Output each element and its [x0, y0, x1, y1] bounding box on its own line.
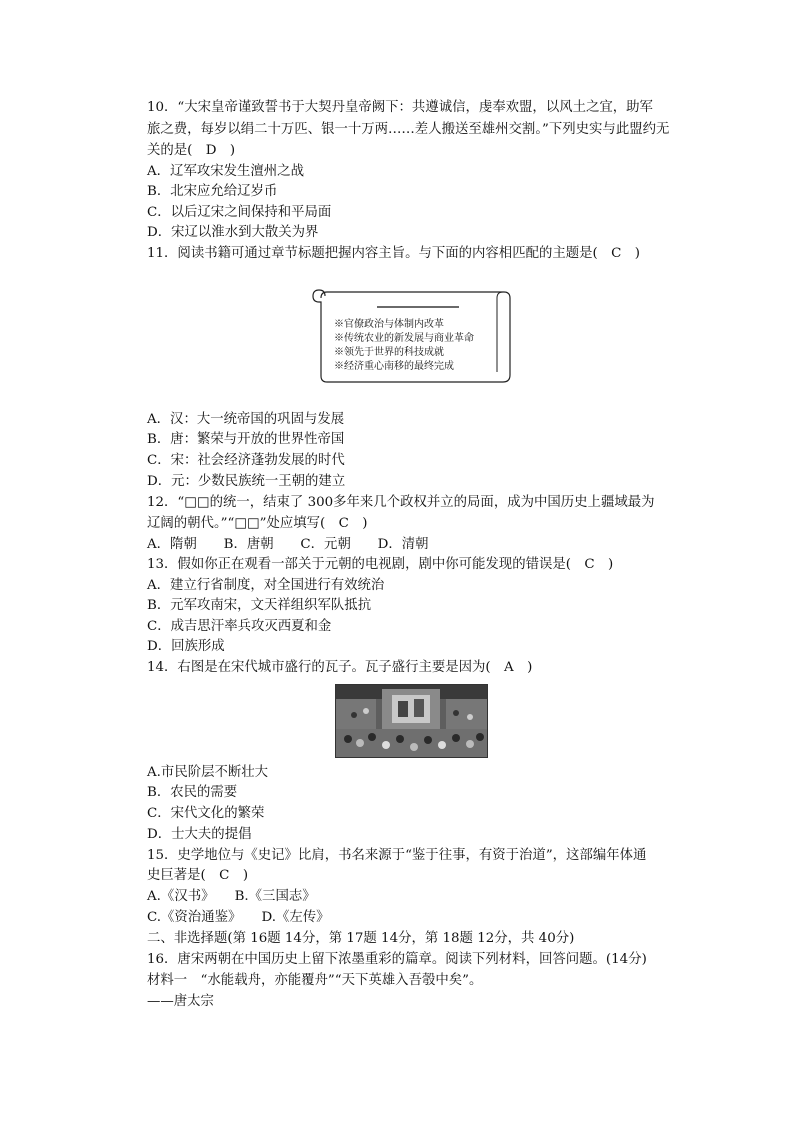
q15-options-row-2: C.《资治通鉴》 D.《左传》 — [147, 910, 330, 925]
q13-option-c: C．成吉思汗率兵攻灭西夏和金 — [147, 619, 332, 634]
q11-option-a: A．汉：大一统帝国的巩固与发展 — [147, 412, 345, 427]
scroll-item: ※官僚政治与体制内改革 — [334, 319, 444, 330]
q10-line-1: 10．“大宋皇帝谨致誓书于大契丹皇帝阙下：共遵诚信，虔奉欢盟，以风土之宜，助军 — [147, 100, 653, 115]
scroll-text — [334, 318, 474, 374]
q13-option-d: D．回族形成 — [147, 639, 225, 654]
q11-option-d: D．元：少数民族统一王朝的建立 — [147, 474, 346, 489]
q16-material-1: 材料一 “水能载舟，亦能覆舟”“天下英雄入吾彀中矣”。 — [147, 973, 483, 988]
q14-line-1: 14．右图是在宋代城市盛行的瓦子。瓦子盛行主要是因为( A ) — [147, 660, 533, 675]
wazi-scene-image — [336, 685, 487, 757]
q10-line-3: 关的是( D ) — [147, 143, 236, 158]
q10-option-b: B．北宋应允给辽岁币 — [147, 184, 278, 199]
q10-option-c: C．以后辽宋之间保持和平局面 — [147, 205, 332, 220]
q10-line-2: 旅之费，每岁以绢二十万匹、银一十万两……差人搬送至雄州交割。”下列史实与此盟约无 — [147, 122, 670, 137]
q11-option-c: C．宋：社会经济蓬勃发展的时代 — [147, 453, 345, 468]
q12-line-1: 12．“□□的统一，结束了 300多年来几个政权并立的局面，成为中国历史上疆域最为 — [147, 495, 655, 510]
q15-line-2: 史巨著是( C ) — [147, 868, 249, 883]
scroll-item: ※领先于世界的科技成就 — [334, 347, 444, 358]
scroll-item: ※经济重心南移的最终完成 — [334, 361, 454, 372]
q11-option-b: B．唐：繁荣与开放的世界性帝国 — [147, 432, 345, 447]
q11-line-1: 11．阅读书籍可通过章节标题把握内容主旨。与下面的内容相匹配的主题是( C ) — [147, 246, 641, 261]
scroll-item: ※传统农业的新发展与商业革命 — [334, 333, 474, 344]
q15-options-row-1: A.《汉书》 B.《三国志》 — [147, 889, 316, 904]
q15-line-1: 15．史学地位与《史记》比肩，书名来源于“鉴于往事，有资于治道”，这部编年体通 — [147, 848, 647, 863]
q14-option-a: A.市民阶层不断壮大 — [147, 765, 269, 780]
q13-line-1: 13．假如你正在观看一部关于元朝的电视剧，剧中你可能发现的错误是( C ) — [147, 557, 614, 572]
q10-option-a: A．辽军攻宋发生澶州之战 — [147, 164, 304, 179]
scroll-figure — [307, 284, 514, 387]
q12-line-2: 辽阔的朝代。”“□□”处应填写( C ) — [147, 516, 368, 531]
section-heading: 二、非选择题(第 16题 14分，第 17题 14分，第 18题 12分，共 40分) — [147, 931, 575, 946]
q13-option-b: B．元军攻南宋，文天祥组织军队抵抗 — [147, 598, 372, 613]
q16-source-1: ——唐太宗 — [147, 994, 214, 1009]
q13-option-a: A．建立行省制度，对全国进行有效统治 — [147, 578, 385, 593]
q14-option-b: B．农民的需要 — [147, 785, 238, 800]
q14-option-d: D．士大夫的提倡 — [147, 827, 252, 842]
q12-options: A．隋朝 B．唐朝 C．元朝 D．清朝 — [147, 537, 429, 552]
wazi-photo — [335, 684, 488, 758]
q14-option-c: C．宋代文化的繁荣 — [147, 806, 265, 821]
q10-option-d: D．宋辽以淮水到大散关为界 — [147, 225, 319, 240]
q16-line-1: 16．唐宋两朝在中国历史上留下浓墨重彩的篇章。阅读下列材料，回答问题。(14分) — [147, 952, 647, 967]
